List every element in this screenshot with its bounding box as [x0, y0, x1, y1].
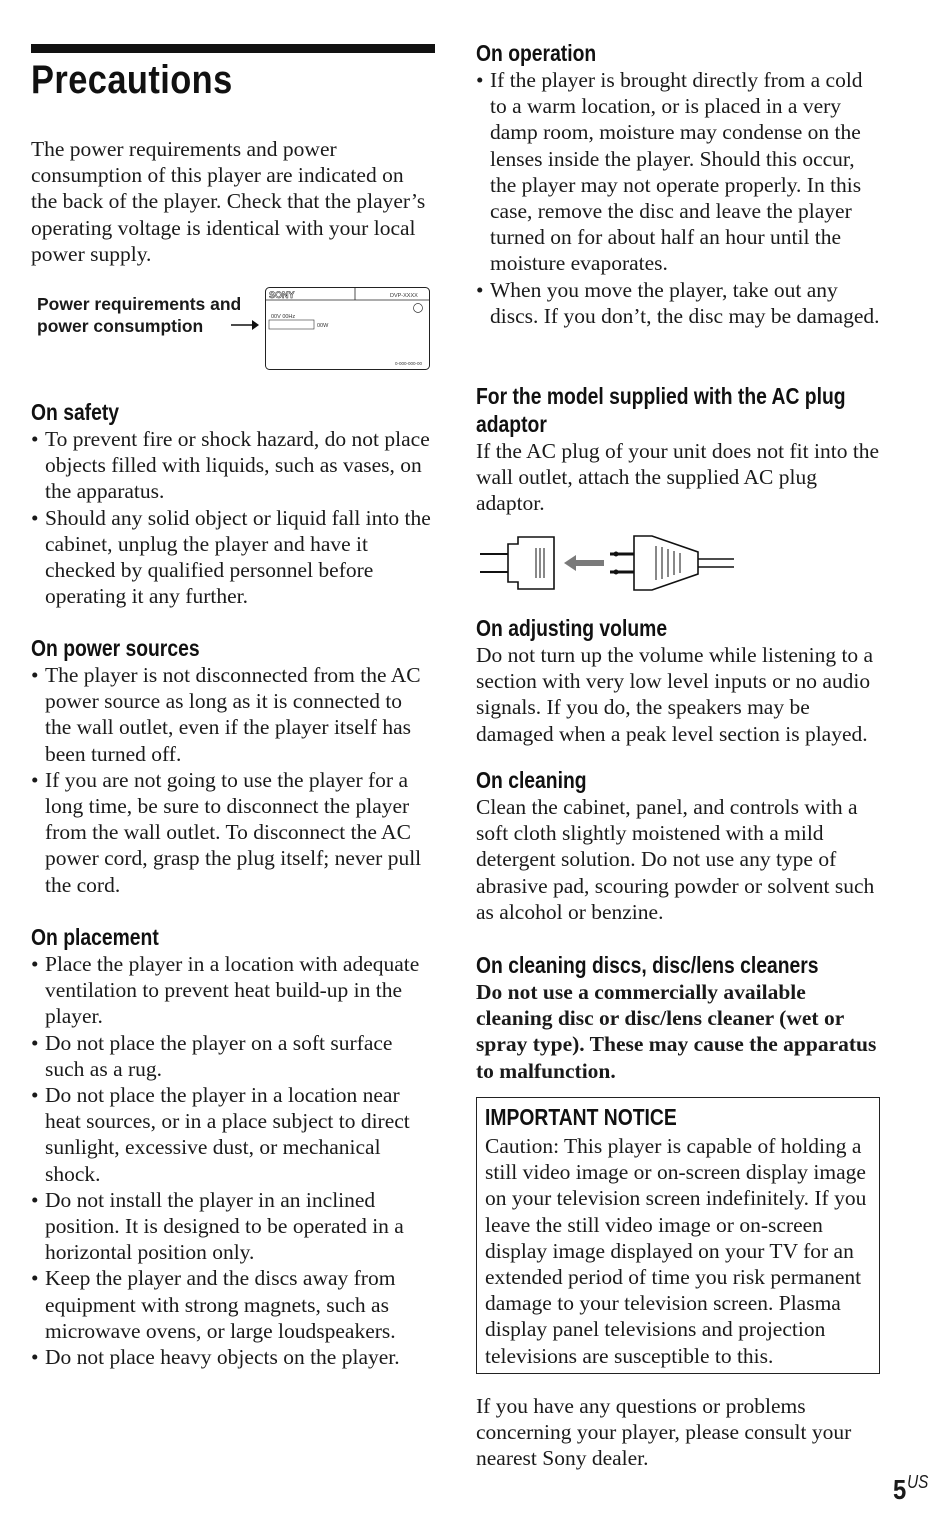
operation-list [476, 67, 882, 329]
ac-plug-text: If the AC plug of your unit does not fit into the wall outlet, attach the supplied AC plug adaptor. [476, 439, 880, 516]
arrow-right-icon [231, 318, 259, 332]
list-item: • Do not install the player in an inclined position. It is designed to be operated in a horizontal position only. [31, 1187, 433, 1266]
heading-cleaning-discs: On cleaning discs, disc/lens cleaners [476, 952, 819, 978]
page-number-value: 5 [893, 1474, 907, 1505]
list-item: • Place the player in a location with adequate ventilation to prevent heat build-up in the player. [31, 951, 433, 1030]
label-brand: SONY [269, 290, 295, 300]
closing-paragraph: If you have any questions or problems concerning your player, please consult your nearest Sony dealer. [476, 1394, 852, 1471]
safety-list [31, 426, 433, 609]
section-placement [31, 923, 433, 1370]
list-item: • Should any solid object or liquid fall into the cabinet, unplug the player and have it checked by qualified personnel before operating it any further. [31, 505, 433, 610]
rating-label-diagram [265, 287, 431, 371]
section-power-sources [31, 634, 433, 898]
page-title: Precautions [31, 58, 233, 102]
volume-text: Do not turn up the volume while listening to a section with very low level inputs or no audio signals. If you do, the speakers may be damaged when a peak level section is played. [476, 643, 874, 746]
cleaning-text: Clean the cabinet, panel, and controls with a soft cloth slightly moistened with a mild detergent solution. Do not use any type of abrasive pad, scouring powder or solvent such as alcohol or benzine. [476, 795, 875, 924]
list-item: • Do not place heavy objects on the player. [31, 1344, 433, 1370]
heading-cleaning: On cleaning [476, 767, 587, 793]
heading-volume: On adjusting volume [476, 615, 668, 641]
title-rule [31, 44, 435, 53]
placement-list [31, 951, 433, 1370]
heading-safety: On safety [31, 399, 120, 425]
heading-placement: On placement [31, 924, 159, 950]
label-voltage: 00V 00Hz [271, 314, 296, 320]
page-number [893, 1472, 928, 1506]
page-region: US [907, 1472, 929, 1492]
list-item: • If the player is brought directly from a cold to a warm location, or is placed in a very damp room, moisture may condense on the lenses inside the player. Should this occur, the player may not operate properly. In this case, remove the disc and leave the player turned on for about half an hour until the moisture evaporates. [476, 67, 882, 277]
list-item: • Keep the player and the discs away from equipment with strong magnets, such as microwave ovens, or large loudspeakers. [31, 1265, 433, 1344]
heading-ac-plug: For the model supplied with the AC plug adaptor [476, 383, 846, 437]
section-volume [476, 614, 882, 747]
section-ac-plug [476, 382, 882, 517]
list-item: • If you are not going to use the player for a long time, be sure to disconnect the player from the wall outlet. To disconnect the AC power cord, grasp the plug itself; never pull the cord. [31, 767, 433, 898]
heading-important-notice: IMPORTANT NOTICE [485, 1104, 677, 1130]
label-serial: 0-000-000-00 [395, 361, 423, 366]
section-cleaning-discs [476, 951, 882, 1084]
heading-operation: On operation [476, 40, 597, 66]
list-item: • When you move the player, take out any discs. If you don’t, the disc may be damaged. [476, 277, 882, 329]
caption-line-2: power consumption [37, 316, 204, 336]
list-item: • Do not place the player on a soft surface such as a rug. [31, 1030, 433, 1082]
label-watts: 00W [317, 323, 329, 329]
caption-line-1: Power requirements and [37, 294, 242, 314]
important-notice-text: Caution: This player is capable of holding a still video image or on-screen display image on your television screen indefinitely. If you leave the still video image or on-screen display image displayed on your TV for an extended period of time you risk permanent damage to your television screen. Plasma display panel televisions and projection televisions are susceptible to this. [485, 1134, 867, 1368]
list-item: • The player is not disconnected from the AC power source as long as it is connected to the wall outlet, even if the player itself has been turned off. [31, 662, 433, 767]
important-notice-box [476, 1097, 880, 1374]
intro-paragraph: The power requirements and power consumption of this player are indicated on the back of the player. Check that the player’s operating voltage is identical with your local power supply. [31, 137, 426, 266]
section-operation [476, 39, 882, 329]
list-item: • To prevent fire or shock hazard, do not place objects filled with liquids, such as vases, on the apparatus. [31, 426, 433, 505]
list-item: • Do not place the player in a location near heat sources, or in a place subject to direct sunlight, excessive dust, or mechanical shock. [31, 1082, 433, 1187]
power-sources-list [31, 662, 433, 898]
section-safety [31, 398, 433, 609]
cleaning-discs-warning: Do not use a commercially available cleaning disc or disc/lens cleaner (wet or spray type). These may cause the apparatus to malfunction. [476, 980, 877, 1083]
arrow-left-icon [564, 555, 604, 571]
heading-power-sources: On power sources [31, 635, 200, 661]
label-model: DVP-XXXX [390, 293, 418, 299]
section-cleaning [476, 766, 882, 925]
plug-adaptor-illustration [476, 532, 738, 594]
